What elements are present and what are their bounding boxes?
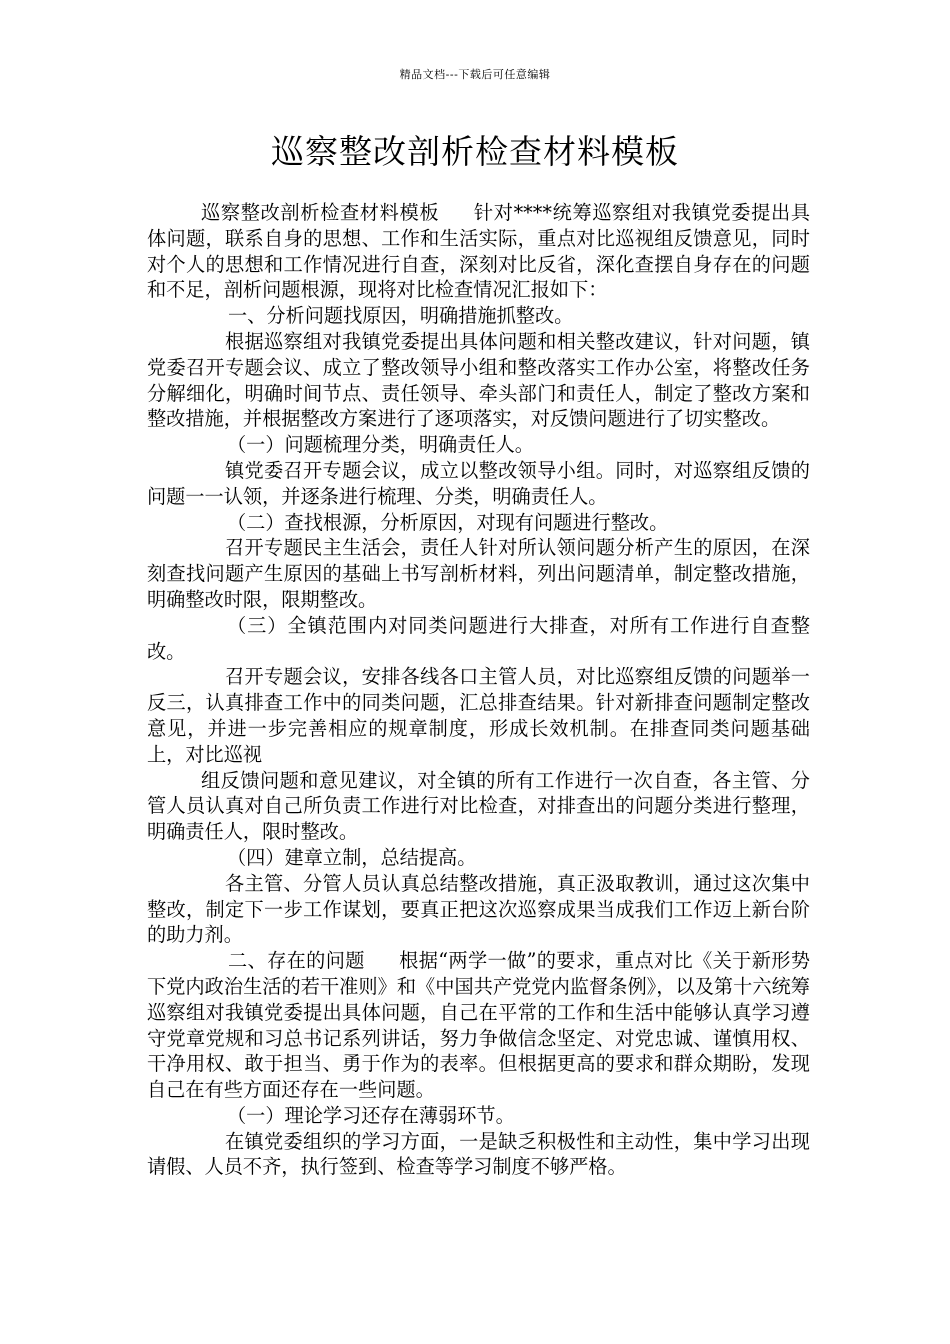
paragraph: 召开专题民主生活会，责任人针对所认领问题分析产生的原因，在深刻查找问题产生原因的基础上书写剖析材料，列出问题清单，制定整改措施，明确整改时限，限期整改。	[147, 536, 810, 611]
paragraph: 召开专题会议，安排各线各口主管人员，对比巡察组反馈的问题举一反三，认真排查工作中的同类问题，汇总排查结果。针对新排查问题制定整改意见，并进一步完善相应的规章制度，形成长效机制。在排查同类问题基础上，对比巡视	[147, 665, 810, 766]
paragraph: 在镇党委组织的学习方面，一是缺乏积极性和主动性，集中学习出现请假、人员不齐，执行签到、检查等学习制度不够严格。	[147, 1129, 810, 1179]
document-body	[147, 200, 810, 1180]
subsection-heading: （二）查找根源，分析原因，对现有问题进行整改。	[227, 510, 669, 534]
subsection-heading: （一）问题梳理分类，明确责任人。	[227, 433, 534, 457]
intro-text: 针对****统筹巡察组对我镇党委提出具体问题，联系自身的思想、工作和生活实际，重点对比巡视组反馈意见，同时对个人的思想和工作情况进行自查，深刻对比反省，深化查摆自身存在的问题和不足，剖析问题根源，现将对比检查情况汇报如下：	[147, 201, 811, 302]
paragraph-intro	[147, 200, 810, 303]
subsection-heading: （四）建章立制，总结提高。	[227, 845, 477, 869]
paragraph: 组反馈问题和意见建议，对全镇的所有工作进行一次自查，各主管、分管人员认真对自己所负责工作进行对比检查，对排查出的问题分类进行整理，明确责任人，限时整改。	[147, 768, 810, 844]
intro-heading: 巡察整改剖析检查材料模板	[201, 201, 440, 224]
document-title: 巡察整改剖析检查材料模板	[271, 132, 679, 171]
paragraph: 根据巡察组对我镇党委提出具体问题和相关整改建议，针对问题，镇党委召开专题会议、成立了整改领导小组和整改落实工作办公室，将整改任务分解细化，明确时间节点、责任领导、牵头部门和责任人，制定了整改方案和整改措施，并根据整改方案进行了逐项落实，对反馈问题进行了切实整改。	[147, 329, 810, 431]
header-note: 精品文档---下载后可任意编辑	[399, 68, 551, 81]
section-heading-2	[147, 948, 810, 1103]
section-heading-1: 一、分析问题找原因，明确措施抓整改。	[228, 304, 574, 328]
paragraph: 镇党委召开专题会议，成立以整改领导小组。同时，对巡察组反馈的问题一一认领，并逐条进行梳理、分类，明确责任人。	[147, 458, 810, 508]
section-2-title: 二、存在的问题	[228, 949, 365, 973]
paragraph: 各主管、分管人员认真总结整改措施，真正汲取教训，通过这次集中整改，制定下一步工作谋划，要真正把这次巡察成果当成我们工作迈上新台阶的助力剂。	[147, 871, 810, 947]
section-2-text: 根据“两学一做”的要求，重点对比《关于新形势下党内政治生活的若干准则》和《中国共产党党内监督条例》，以及第十六统筹巡察组对我镇党委提出具体问题，自己在平常的工作和生活中能够认真学习遵守党章党规和习总书记系列讲话，努力争做信念坚定、对党忠诚、谨慎用权、干净用权、敢于担当、勇于作为的表率。但根据更高的要求和群众期盼，发现自己在有些方面还存在一些问题。	[147, 949, 811, 1102]
subsection-heading: （三）全镇范围内对同类问题进行大排查，对所有工作进行自查整改。	[147, 613, 810, 663]
subsection-heading: （一）理论学习还存在薄弱环节。	[227, 1103, 515, 1127]
